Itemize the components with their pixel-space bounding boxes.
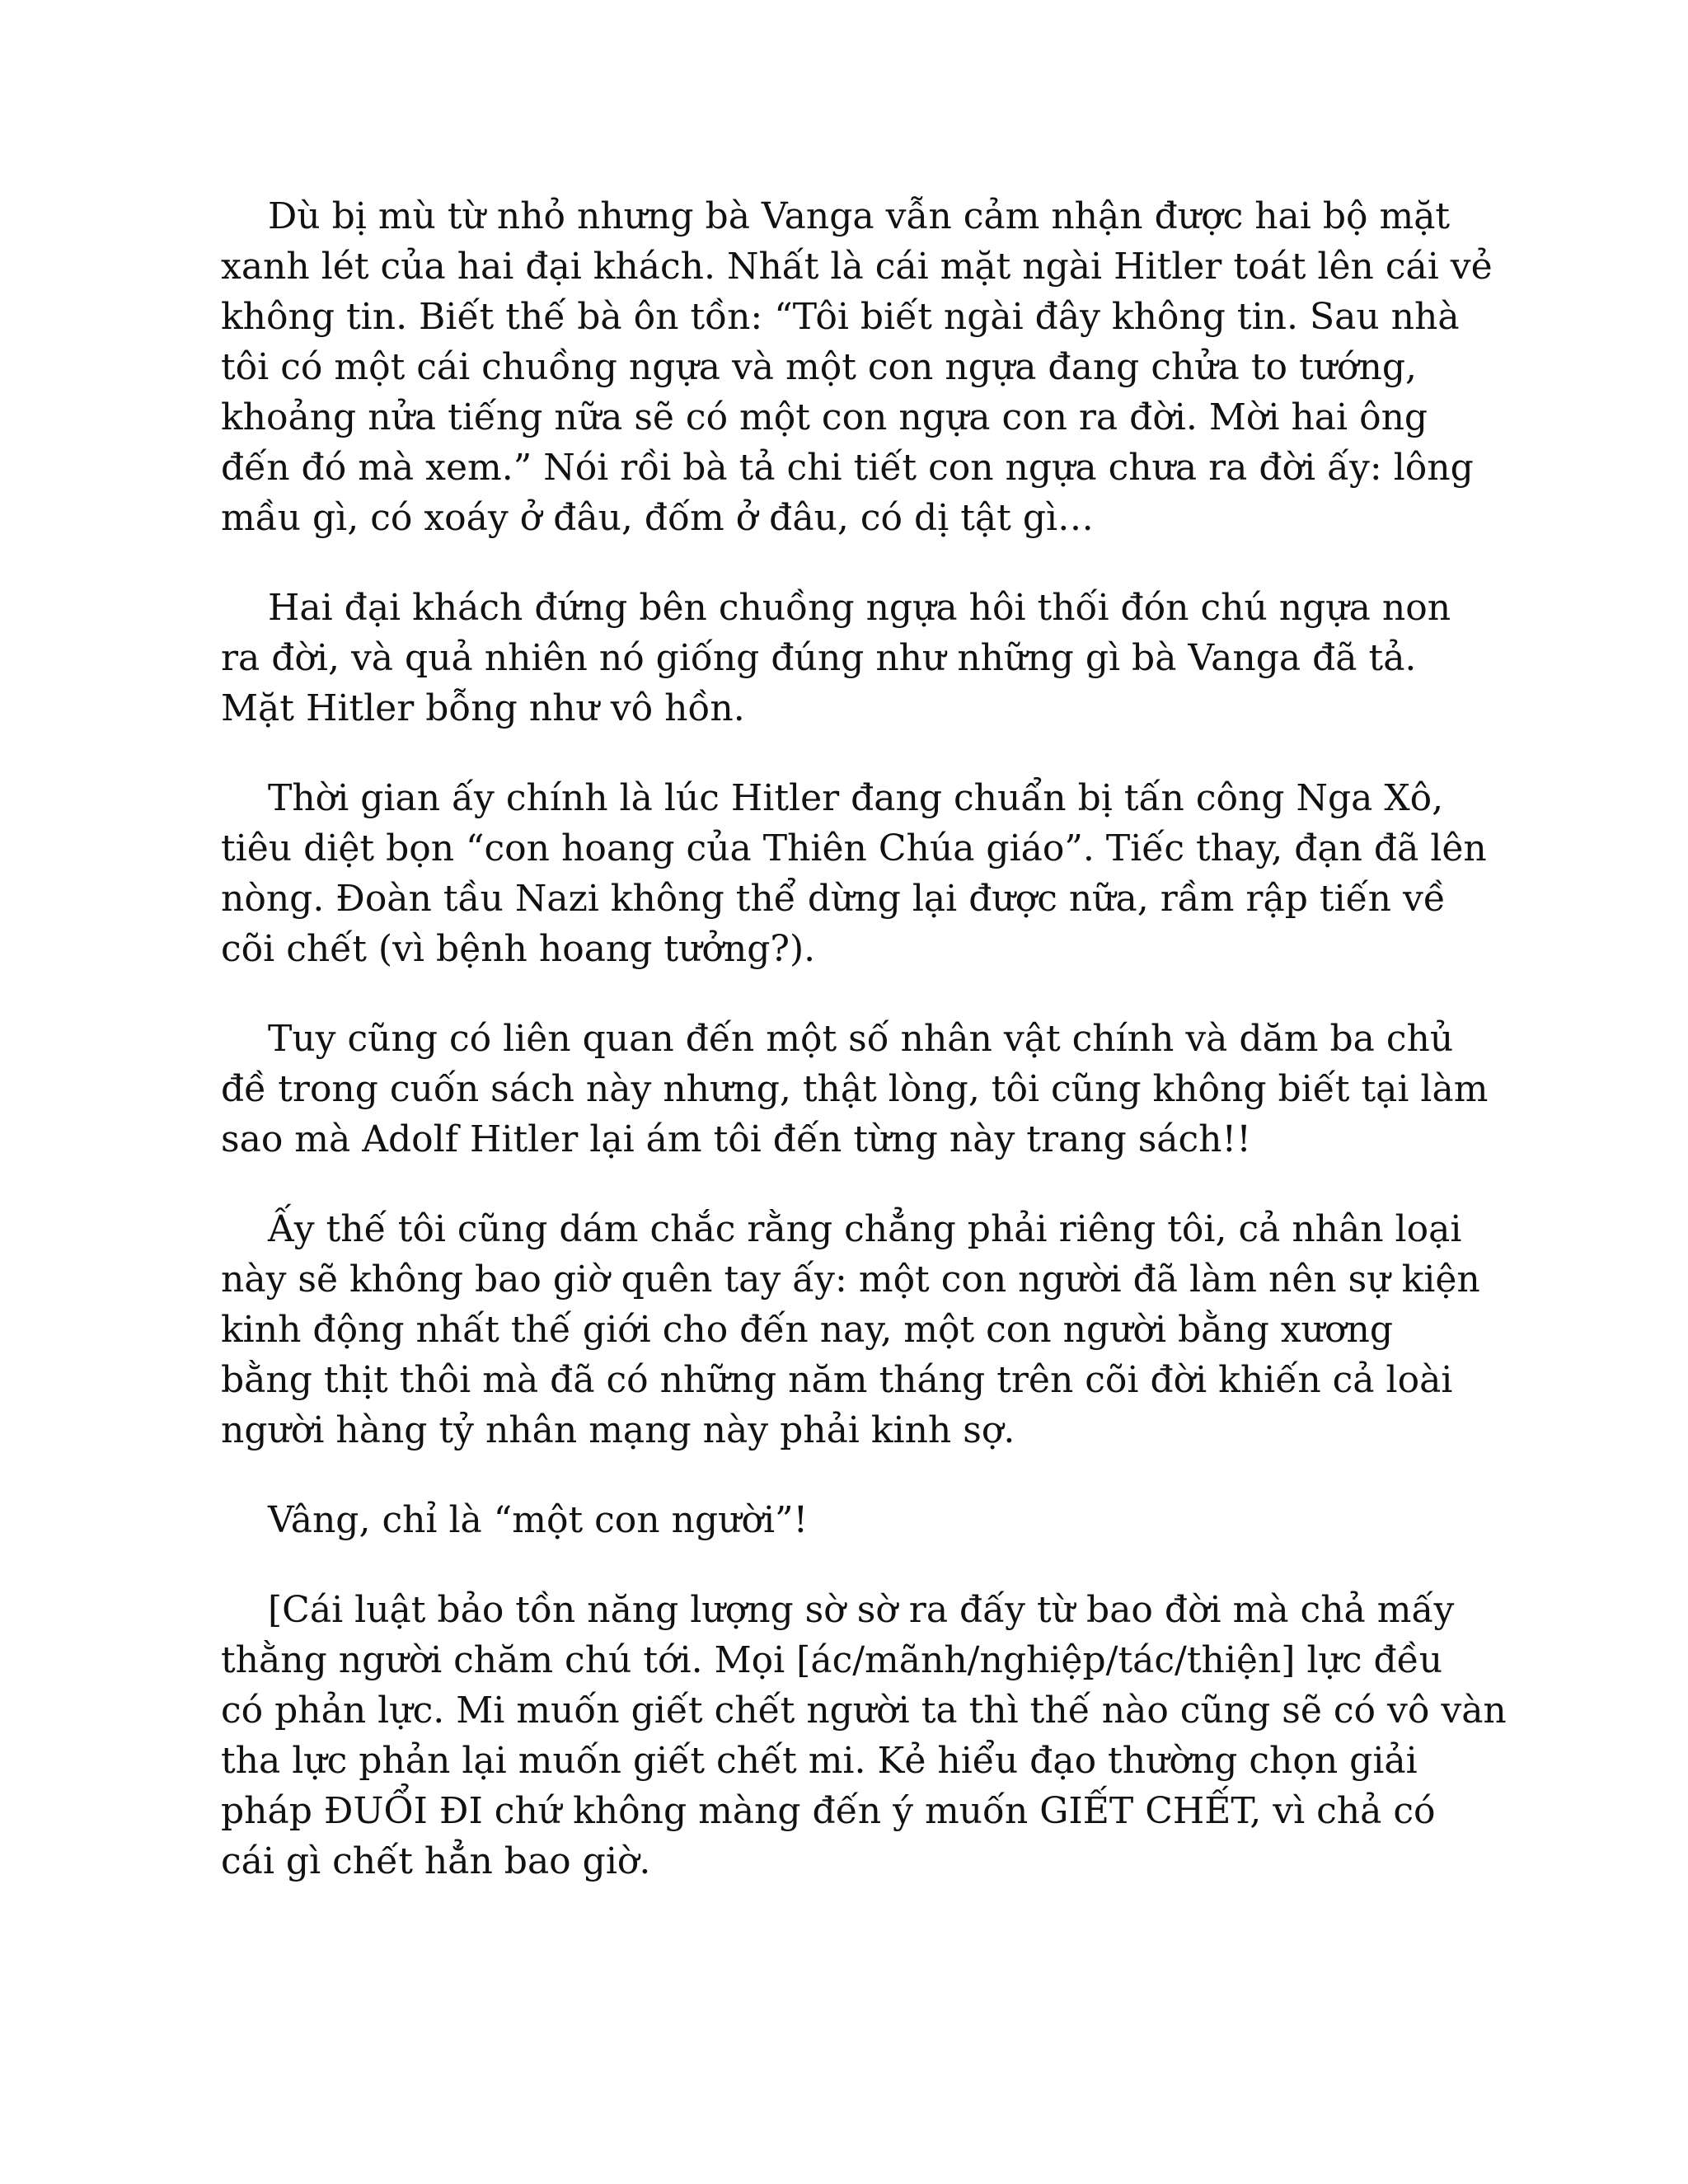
- text-line: đến đó mà xem.” Nói rồi bà tả chi tiết con ngựa chưa ra đời ấy: lông: [221, 447, 1474, 489]
- text-line: đề trong cuốn sách này nhưng, thật lòng, tôi cũng không biết tại làm: [221, 1068, 1489, 1110]
- text-line: tiêu diệt bọn “con hoang của Thiên Chúa giáo”. Tiếc thay, đạn đã lên: [221, 827, 1487, 869]
- paragraph: [221, 1204, 1480, 1455]
- paragraph: [221, 1014, 1489, 1165]
- text-line: cõi chết (vì bệnh hoang tưởng?).: [221, 928, 816, 970]
- text-line: thằng người chăm chú tới. Mọi [ác/mãnh/nghiệp/tác/thiện] lực đều: [221, 1639, 1443, 1681]
- body-text: [221, 191, 1507, 1926]
- text-line: nòng. Đoàn tầu Nazi không thể dừng lại được nữa, rầm rập tiến về: [221, 878, 1446, 920]
- paragraph: [221, 1585, 1507, 1886]
- text-line: ra đời, và quả nhiên nó giống đúng như những gì bà Vanga đã tả.: [221, 637, 1417, 679]
- text-line: không tin. Biết thế bà ôn tồn: “Tôi biết ngài đây không tin. Sau nhà: [221, 296, 1460, 338]
- text-line: pháp ĐUỔI ĐI chứ không màng đến ý muốn GIẾT CHẾT, vì chả có: [221, 1790, 1436, 1832]
- text-line: mầu gì, có xoáy ở đâu, đốm ở đâu, có dị tật gì…: [221, 497, 1095, 539]
- text-line: xanh lét của hai đại khách. Nhất là cái mặt ngài Hitler toát lên cái vẻ: [221, 246, 1493, 288]
- text-line: tôi có một cái chuồng ngựa và một con ngựa đang chửa to tướng,: [221, 346, 1418, 388]
- text-line: người hàng tỷ nhân mạng này phải kinh sợ.: [221, 1409, 1015, 1451]
- text-line: cái gì chết hẳn bao giờ.: [221, 1840, 651, 1882]
- text-line: khoảng nửa tiếng nữa sẽ có một con ngựa con ra đời. Mời hai ông: [221, 396, 1428, 438]
- text-line: Ấy thế tôi cũng dám chắc rằng chẳng phải riêng tôi, cả nhân loại: [268, 1208, 1462, 1250]
- text-line: này sẽ không bao giờ quên tay ấy: một con người đã làm nên sự kiện: [221, 1258, 1480, 1301]
- text-line: Tuy cũng có liên quan đến một số nhân vật chính và dăm ba chủ: [268, 1018, 1454, 1060]
- text-line: kinh động nhất thế giới cho đến nay, một con người bằng xương: [221, 1309, 1394, 1351]
- paragraph: [221, 191, 1493, 543]
- text-line: bằng thịt thôi mà đã có những năm tháng trên cõi đời khiến cả loài: [221, 1359, 1453, 1401]
- text-line: Dù bị mù từ nhỏ nhưng bà Vanga vẫn cảm nhận được hai bộ mặt: [268, 195, 1451, 237]
- paragraph: [221, 583, 1474, 733]
- text-line: sao mà Adolf Hitler lại ám tôi đến từng này trang sách!!: [221, 1118, 1251, 1160]
- text-line: tha lực phản lại muốn giết chết mi. Kẻ hiểu đạo thường chọn giải: [221, 1740, 1418, 1782]
- text-line: có phản lực. Mi muốn giết chết người ta thì thế nào cũng sẽ có vô vàn: [221, 1690, 1507, 1732]
- text-line: Thời gian ấy chính là lúc Hitler đang chuẩn bị tấn công Nga Xô,: [268, 777, 1444, 819]
- paragraph: [221, 773, 1487, 974]
- text-line: Hai đại khách đứng bên chuồng ngựa hôi thối đón chú ngựa non: [268, 587, 1451, 629]
- text-line: [Cái luật bảo tồn năng lượng sờ sờ ra đấy từ bao đời mà chả mấy: [268, 1589, 1455, 1631]
- text-line: Mặt Hitler bỗng như vô hồn.: [221, 687, 745, 729]
- paragraph: [221, 1495, 1474, 1545]
- text-line: Vâng, chỉ là “một con người”!: [268, 1499, 809, 1541]
